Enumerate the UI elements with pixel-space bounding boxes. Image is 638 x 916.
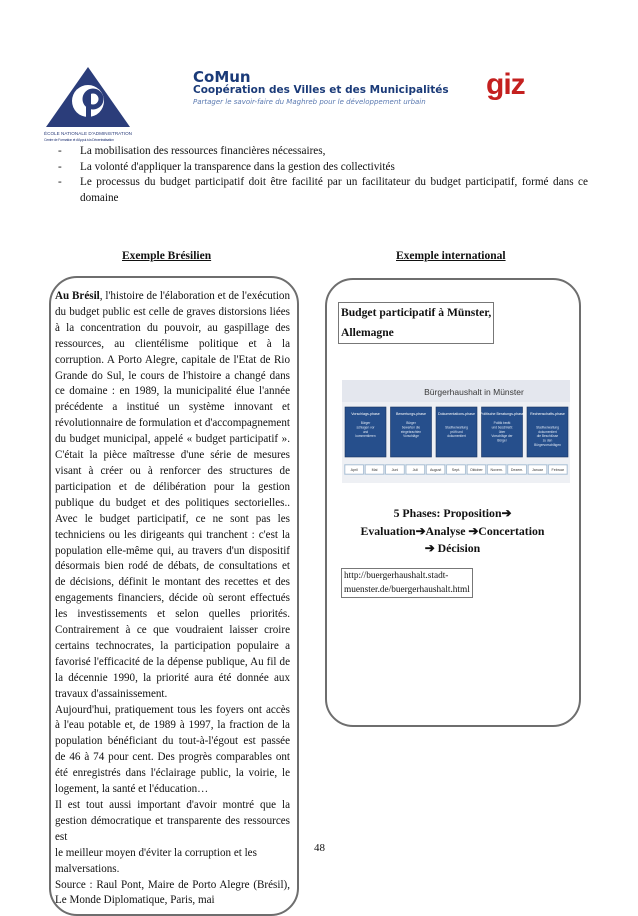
svg-text:Centre de Formation et d'Appui: Centre de Formation et d'Appui à la Décentralisation xyxy=(44,138,114,142)
giz-logo: giz xyxy=(486,68,525,101)
comun-subtitle: Coopération des Villes et des Municipalités xyxy=(193,84,449,96)
diagram-phase-name: Politische Beratungs-phase xyxy=(480,412,524,416)
diagram-phase-desc: Stadtverwaltung xyxy=(445,425,468,430)
munster-title-line1: Budget participatif à Münster, xyxy=(341,306,492,319)
diagram-phase-desc: Vorschläge der xyxy=(491,434,513,439)
list-item xyxy=(58,144,588,160)
ena-logo-graphic xyxy=(42,63,134,145)
list-item xyxy=(58,175,588,206)
page-number: 48 xyxy=(314,842,325,854)
diagram-phase-desc: prüft und xyxy=(450,429,463,434)
diagram-phase-desc: über xyxy=(498,429,506,434)
diagram-phase-name: Bewertungs-phase xyxy=(396,412,426,416)
ena-logo-text: ÉCOLE NATIONALE D'ADMINISTRATION xyxy=(44,131,132,136)
munster-link-line2[interactable]: muenster.de/buergerhaushalt.html xyxy=(344,585,470,595)
bresil-lead-rest: , l'histoire de l'élaboration et de l'exécution du budget public est celle de graves distorsions liées à la concentration du pouvoir, au gaspillage des ressources, au clientélisme politique et à la corruption. A Porto Alegre, capitale de l'Etat de Rio Grande do Sul, le cours de l'histoire a changé dans ce domaine : en 1989, la municipalité élue l'année précédente a institué un système innovant et révolutionnaire de formulation et d'accompagnement du budget municipal, appelé « budget participatif ». C'était la pièce maîtresse d'une série de mesures visant à créer ou à renforcer des structures de participation et de délibération pour la gestion publique du budget et des politiques sectorielles.. Avec le budget participatif, ce ne sont pas les techniciens ou les dirigeants qui tranchent : c'est la population elle-même qui, au travers d'un dispositif désormais bien rodé de débats, de consultations et de décisions, définit le montant des recettes et des engagements financiers, décide où seront effectués les investissements et selon quelles priorités. Contrairement à ce que voudraient laisser croire certains technocrates, la participation populaire a favorisé l'efficacité de la dépense publique, Au fil de la décennie 1990, la priorité aura été donnée aux travaux d'assainissement. xyxy=(55,290,291,700)
diagram-month-label: Sept. xyxy=(451,468,461,473)
bresil-lead: Au Brésil xyxy=(55,290,100,302)
diagram-phase-desc: dokumentiert xyxy=(447,434,466,439)
diagram-phase-desc: Stadtverwaltung xyxy=(536,425,559,430)
bullet-text: La mobilisation des ressources financières nécessaires, xyxy=(80,145,326,157)
bullet-dash: - xyxy=(58,176,62,188)
munster-link[interactable] xyxy=(341,568,473,598)
international-box xyxy=(325,278,581,727)
heading-exemple-bresilien: Exemple Brésilien xyxy=(122,250,212,262)
diagram-phase-name: Vorschlags-phase xyxy=(351,412,380,416)
arrow-icon: ➔ xyxy=(424,541,435,555)
bresil-paragraph-1 xyxy=(55,289,290,703)
munster-title xyxy=(338,302,494,344)
diagram-phase-desc: Bürgervorschlägen xyxy=(534,443,561,447)
bresil-paragraph-3: Il est tout aussi important d'avoir montré que la gestion démocratique et transparente des ressources est xyxy=(55,799,290,843)
bullet-dash: - xyxy=(58,145,62,157)
diagram-month-label: Dezem. xyxy=(510,468,524,473)
comun-tagline: Partager le savoir-faire du Maghreb pour le développement urbain xyxy=(193,98,426,106)
bresil-paragraph-4: le meilleur moyen d'éviter la corruption et les malversations. xyxy=(55,846,257,875)
munster-link-line1[interactable]: http://buergerhaushalt.stadt- xyxy=(344,571,449,581)
bullet-list xyxy=(58,144,588,206)
diagram-phase-desc: die Beschlüsse xyxy=(536,434,559,439)
diagram-phase-desc: zu den xyxy=(542,438,553,443)
ena-logo xyxy=(42,63,134,145)
diagram-month-label: Februar xyxy=(551,468,565,473)
munster-diagram xyxy=(342,380,570,483)
diagram-phase-desc: und beschließt xyxy=(491,425,513,430)
heading-exemple-international: Exemple international xyxy=(396,250,506,262)
diagram-month-label: Juli xyxy=(412,468,418,473)
diagram-month-label: August xyxy=(430,468,442,473)
munster-diagram-graphic xyxy=(342,380,570,483)
bullet-text: La volonté d'appliquer la transparence dans la gestion des collectivités xyxy=(80,160,395,173)
diagram-month-label: Oktober xyxy=(469,468,483,473)
phases-line-1: 5 Phases: Proposition➔ xyxy=(393,506,512,520)
arrow-icon: ➔ xyxy=(468,523,479,538)
arrow-icon: ➔ xyxy=(501,506,512,520)
phases-line-3: ➔ Décision xyxy=(424,541,481,555)
comun-title: CoMun xyxy=(193,68,251,86)
diagram-phase-name: Rechenschafts-phase xyxy=(530,412,565,416)
diagram-month-label: Novem. xyxy=(490,468,503,473)
bullet-dash: - xyxy=(58,160,62,173)
phases-line-2: Evaluation➔Analyse ➔Concertation xyxy=(360,523,545,538)
diagram-month-label: Januar xyxy=(531,468,543,473)
bresil-source: Source : Raul Pont, Maire de Porto Alegre (Brésil), Le Monde Diplomatique, Paris, mai xyxy=(55,878,290,907)
bresil-paragraph-2: Aujourd'hui, pratiquement tous les foyers ont accès à l'eau potable et, de 1989 à 1997, la fraction de la population bénéficiant du tout-à-l'égout est passée de 46 à 74 pour cent. Des progrès comparables ont été enregistrés dans l'éclairage public, la voirie, le logement, la santé et l'éducation… xyxy=(55,703,290,796)
diagram-phase-desc: eingebrachten xyxy=(400,429,422,434)
diagram-phase-desc: Bürger xyxy=(497,438,507,443)
diagram-phase-desc: Bürger xyxy=(360,421,371,425)
diagram-phase-desc: Bürger xyxy=(406,421,416,425)
diagram-phase-name: Dokumentations-phase xyxy=(438,412,475,416)
diagram-month-label: Mai xyxy=(371,468,378,473)
arrow-icon: ➔ xyxy=(415,523,426,538)
diagram-title: Bürgerhaushalt in Münster xyxy=(424,387,524,397)
diagram-phase-desc: Vorschläge xyxy=(403,434,419,439)
comun-logo xyxy=(193,70,473,107)
bullet-text: Le processus du budget participatif doit être facilité par un facilitateur du budget participatif, formé dans ce domaine xyxy=(80,176,588,204)
phases-summary xyxy=(334,505,571,558)
diagram-phase-desc: kommentieren xyxy=(355,434,376,439)
diagram-month-label: Juni xyxy=(391,468,399,473)
diagram-phase-desc: bewerten die xyxy=(401,425,421,430)
diagram-phase-desc: Politik berät xyxy=(493,421,511,425)
diagram-phase-desc: und xyxy=(362,429,369,434)
diagram-phase-desc: schlagen vor xyxy=(356,425,375,430)
bresil-text xyxy=(55,289,290,909)
diagram-phase-desc: dokumentiert xyxy=(538,429,557,434)
diagram-month-label: April xyxy=(350,468,358,473)
munster-title-line2: Allemagne xyxy=(341,326,394,339)
list-item xyxy=(58,160,588,176)
